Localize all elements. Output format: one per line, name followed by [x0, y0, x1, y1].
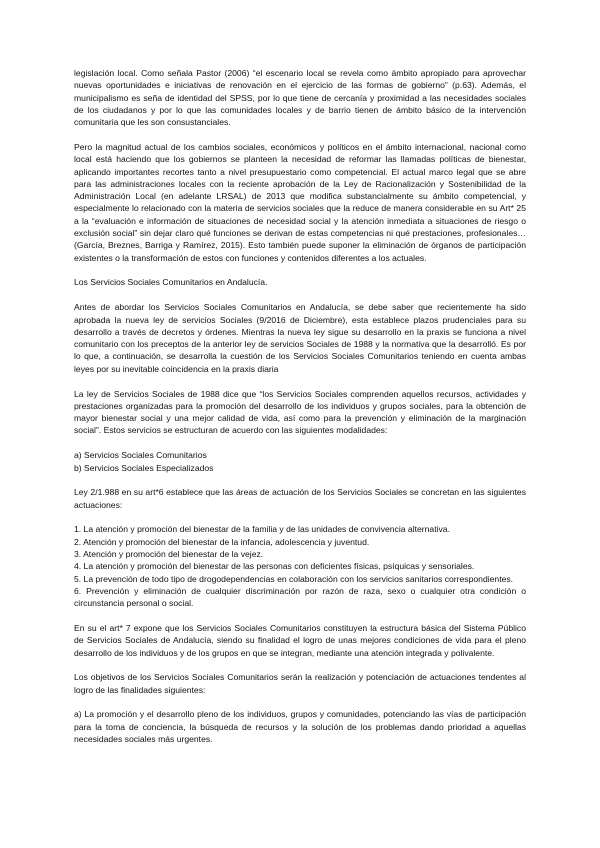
- list-item: 1. La atención y promoción del bienestar de la familia y de las unidades de convivencia alternativa.: [74, 524, 450, 535]
- list-item: 4. La atención y promoción del bienestar de las personas con deficientes físicas, psíquicas y sensoriales.: [74, 561, 475, 572]
- paragraph-art6: Ley 2/1.988 en su art*6 establece que las áreas de actuación de los Servicios Sociales se concretan en las siguientes actuaciones:: [74, 487, 526, 510]
- section-heading: Los Servicios Sociales Comunitarios en Andalucía.: [74, 277, 268, 288]
- list-item: 2. Atención y promoción del bienestar de la infancia, adolescencia y juventud.: [74, 536, 370, 547]
- list-item: 5. La prevención de todo tipo de drogodependencias en colaboración con los servicios sanitarios correspondientes.: [74, 573, 514, 584]
- paragraph-ley-1988: La ley de Servicios Sociales de 1988 dice que “los Servicios Sociales comprenden aquellos recursos, actividades y prestaciones organizadas para la promoción del desarrollo de los individuos y grupos sociales, para la obtención de mayor bienestar social y una mejor calidad de vida, así como para la prevención y eliminación de la marginación social”. Estos servicios se estructuran de acuerdo con las siguientes modalidades:: [74, 388, 526, 436]
- modalidades-list: [74, 449, 526, 474]
- paragraph-cambios-sociales: Pero la magnitud actual de los cambios sociales, económicos y políticos en el ámbito internacional, nacional como local está haciendo que los gobiernos se planteen la necesidad de reformar las llamadas políticas de bienestar, aplicando importantes recortes tanto a nivel presupuestario como competencial. El actual marco legal que se abre para las administraciones locales con la reciente aprobación de la Ley de Racionalización y Sostenibilidad de la Administración Local (en adelante LRSAL) de 2013 que modifica substancialmente su ámbito competencial, y especialmente lo relacionado con la materia de servicios sociales que la reduce de manera considerable en su Art* 25 a la “evaluación e información de situaciones de necesidad social y la atención inmediata a situaciones de riesgo o exclusión social” sin dejar claro qué funciones se derivan de estas competencias ni qué prestaciones, profesionales… (García, Breznes, Barriga y Ramírez, 2015). Esto también puede suponer la eliminación de órganos de participación existentes o la transformación de estos con funciones y contenidos diferentes a los actuales.: [74, 141, 526, 263]
- paragraph-art7: En su el art* 7 expone que los Servicios Sociales Comunitarios constituyen la estructura básica del Sistema Público de Servicios Sociales de Andalucía, siendo su finalidad el logro de unas mejores condiciones de vida para el pleno desarrollo de los individuos y de los grupos en que se integran, mediante una atención integrada y polivalente.: [74, 622, 526, 658]
- list-item: 3. Atención y promoción del bienestar de la vejez.: [74, 549, 264, 559]
- list-item: b) Servicios Sociales Especializados: [74, 462, 214, 473]
- paragraph-nueva-ley: Antes de abordar los Servicios Sociales Comunitarios en Andalucía, se debe saber que recientemente ha sido aprobada la nueva ley de servicios Sociales (9/2016 de Diciembre), esta establece plazos prudenciales para su desarrollo a través de decretos y órdenes. Mientras la nueva ley sigue su desarrollo en la praxis se funciona a nivel comunitario con los preceptos de la anterior ley de servicios Sociales de 1988 y la normativa que la desarrolló. Es por lo que, a continuación, se desarrolla la cuestión de los Servicios Sociales Comunitarios teniendo en cuenta ambas leyes por su inevitable coincidencia en la praxis diaria: [74, 302, 526, 374]
- actuaciones-list: [74, 523, 526, 609]
- paragraph-promocion: a) La promoción y el desarrollo pleno de los individuos, grupos y comunidades, potenciando las vías de participación para la toma de conciencia, la búsqueda de recursos y la solución de los problemas dando prioridad a aquellas necesidades sociales más urgentes.: [74, 709, 526, 745]
- list-item: a) Servicios Sociales Comunitarios: [74, 450, 207, 461]
- paragraph-objetivos: Los objetivos de los Servicios Sociales Comunitarios serán la realización y potenciación de actuaciones tendentes al logro de las finalidades siguientes:: [74, 672, 526, 695]
- paragraph-legislacion-local: legislación local. Como señala Pastor (2006) “el escenario local se revela como ámbito apropiado para aprovechar nuevas oportunidades e iniciativas de renovación en el ejercicio de las formas de gobierno” (p.63). Además, el municipalismo es seña de identidad del SPSS, por lo que tiene de cercanía y proximidad a las necesidades sociales de los ciudadanos y por lo que las comunidades locales y de barrio tienen de ámbito básico de la intervención comunitaria que les son consustanciales.: [74, 68, 526, 128]
- document-page: [74, 67, 526, 758]
- list-item: 6. Prevención y eliminación de cualquier discriminación por razón de raza, sexo o cualquier otra condición o circunstancia personal o social.: [74, 585, 526, 609]
